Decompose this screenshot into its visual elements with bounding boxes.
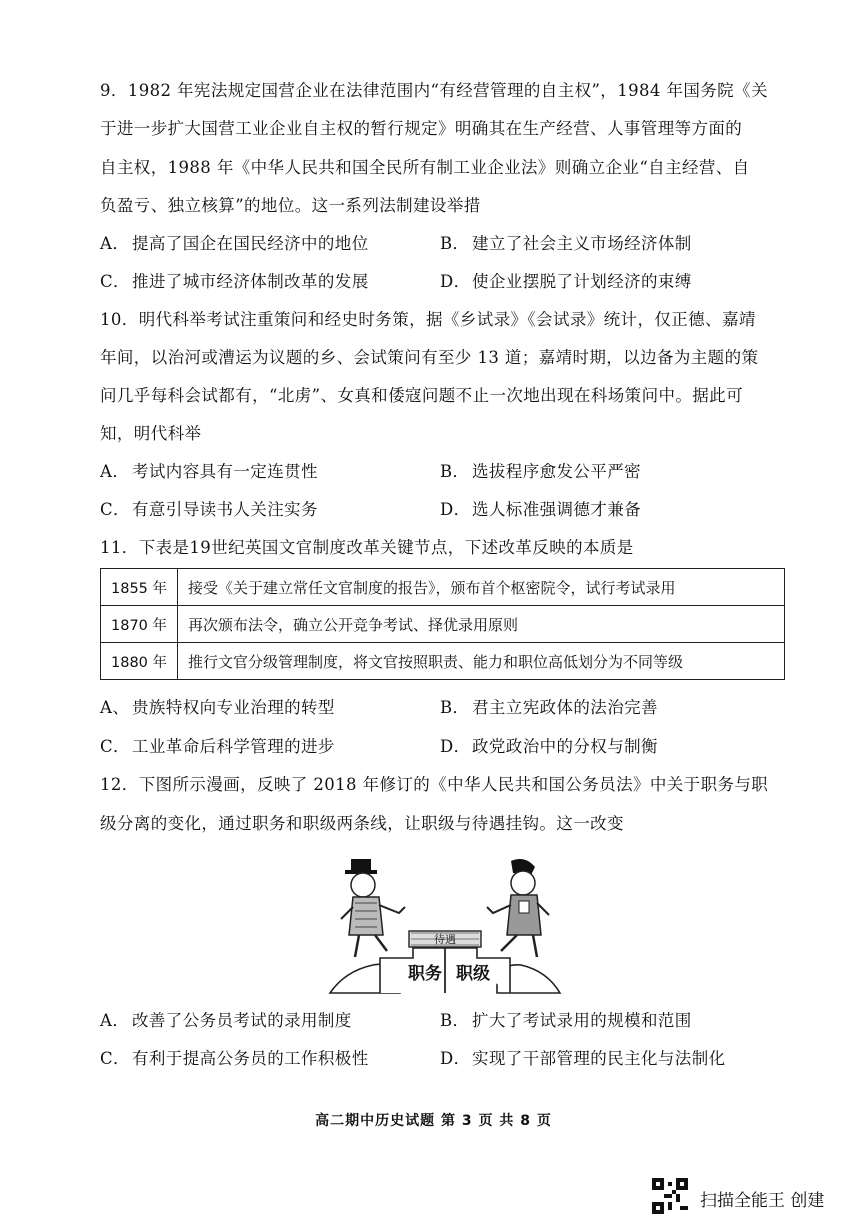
- cartoon-illustration: [325, 853, 565, 1001]
- question-9-line: 自主权，1988 年《中华人民共和国全民所有制工业企业法》则确立企业“自主经营、自: [100, 158, 750, 177]
- option-d: D．选人标准强调德才兼备: [440, 500, 641, 519]
- cartoon-label-left: 职务: [408, 964, 442, 984]
- option-b: B． 建立了社会主义市场经济体制: [440, 234, 692, 253]
- question-9-line: 负盈亏、独立核算”的地位。这一系列法制建设举措: [100, 196, 481, 215]
- question-12-line: 级分离的变化，通过职务和职级两条线，让职级与待遇挂钩。这一改变: [100, 814, 624, 833]
- option-c: C． 工业革命后科学管理的进步: [100, 737, 335, 756]
- cartoon-plank-label: 待遇: [434, 933, 456, 946]
- table-event: 再次颁布法令，确立公开竞争考试、择优录用原则: [178, 606, 785, 643]
- page-footer: 高二期中历史试题 第 3 页 共 8 页: [315, 1113, 552, 1129]
- option-d: D．政党政治中的分权与制衡: [440, 737, 658, 756]
- cartoon-label-right: 职级: [456, 964, 490, 984]
- option-b: B． 选拔程序愈发公平严密: [440, 462, 641, 481]
- option-d: D．使企业摆脱了计划经济的束缚: [440, 272, 692, 291]
- option-c: C． 推进了城市经济体制改革的发展: [100, 272, 369, 291]
- question-10-line: 年间，以治河或漕运为议题的乡、会试策问有至少 13 道；嘉靖时期，以边备为主题的策: [100, 348, 759, 367]
- question-10-line: 10．明代科举考试注重策问和经史时务策，据《乡试录》《会试录》统计，仅正德、嘉靖: [100, 310, 756, 329]
- option-c: C． 有意引导读书人关注实务: [100, 500, 318, 519]
- question-10-line: 知，明代科举: [100, 424, 202, 443]
- option-b: B． 扩大了考试录用的规模和范围: [440, 1011, 692, 1030]
- question-9-line: 9．1982 年宪法规定国营企业在法律范围内“有经营管理的自主权”，1984 年国务院《关: [100, 81, 768, 100]
- question-11-stem: 11．下表是19世纪英国文官制度改革关键节点，下述改革反映的本质是: [100, 538, 634, 557]
- option-b: B． 君主立宪政体的法治完善: [440, 698, 658, 717]
- question-12-line: 12．下图所示漫画，反映了 2018 年修订的《中华人民共和国公务员法》中关于职务与职: [100, 775, 769, 794]
- table-row: [101, 643, 785, 680]
- option-a: A． 考试内容具有一定连贯性: [100, 462, 318, 481]
- table-row: [101, 606, 785, 643]
- option-a: A、 贵族特权向专业治理的转型: [100, 698, 335, 717]
- question-9-line: 于进一步扩大国营工业企业自主权的暂行规定》明确其在生产经营、人事管理等方面的: [100, 119, 743, 138]
- table-event: 推行文官分级管理制度，将文官按照职责、能力和职位高低划分为不同等级: [178, 643, 785, 680]
- table-year: 1880 年: [101, 643, 178, 680]
- option-a: A． 改善了公务员考试的录用制度: [100, 1011, 352, 1030]
- option-c: C． 有利于提高公务员的工作积极性: [100, 1049, 369, 1068]
- reform-table: [100, 568, 785, 680]
- table-event: 接受《关于建立常任文官制度的报告》，颁布首个枢密院令，试行考试录用: [178, 569, 785, 606]
- question-10-line: 问几乎每科会试都有，“北虏”、女真和倭寇问题不止一次地出现在科场策问中。据此可: [100, 386, 743, 405]
- qr-code-icon: [652, 1178, 688, 1214]
- table-row: [101, 569, 785, 606]
- watermark-text: 扫描全能王 创建: [700, 1191, 825, 1211]
- option-a: A． 提高了国企在国民经济中的地位: [100, 234, 369, 253]
- option-d: D．实现了干部管理的民主化与法制化: [440, 1049, 726, 1068]
- table-year: 1855 年: [101, 569, 178, 606]
- table-year: 1870 年: [101, 606, 178, 643]
